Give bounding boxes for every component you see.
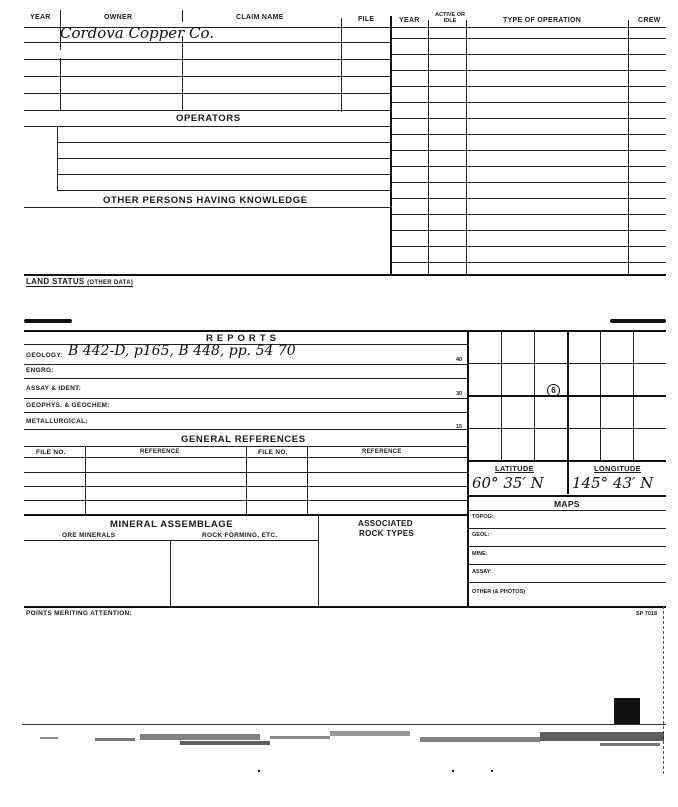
right-edge-mark xyxy=(663,606,664,774)
longitude-label: LONGITUDE xyxy=(594,464,641,473)
report-value-geology: B 442-D, p165, B 448, pp. 54 70 xyxy=(68,343,296,359)
ref-col-reference-1: REFERENCE xyxy=(140,449,180,455)
col-crew: CREW xyxy=(638,17,661,24)
rock-types-label: ROCK TYPES xyxy=(359,529,415,538)
form-code: SP 7018 xyxy=(636,611,658,617)
ore-minerals-label: ORE MINERALS xyxy=(62,532,116,539)
maps-topog: TOPOG: xyxy=(472,514,494,520)
maps-other: OTHER (& PHOTOS) xyxy=(472,589,526,595)
col-claim-name: CLAIM NAME xyxy=(236,14,284,21)
report-label-metallurgical: METALLURGICAL: xyxy=(26,418,88,425)
land-status-subtext: (OTHER DATA) xyxy=(87,280,134,286)
report-num-assay: 30 xyxy=(456,391,463,397)
other-persons-heading: OTHER PERSONS HAVING KNOWLEDGE xyxy=(103,195,308,206)
latitude-label: LATITUDE xyxy=(495,464,534,473)
maps-heading: MAPS xyxy=(554,499,580,509)
report-num-geology: 40 xyxy=(456,357,463,363)
report-num-metallurgical: 15 xyxy=(456,424,463,430)
owner-entry: Cordova Copper Co. xyxy=(60,24,215,42)
general-references-heading: GENERAL REFERENCES xyxy=(181,434,306,445)
col-year2: YEAR xyxy=(399,17,420,24)
longitude-value: 145° 43′ N xyxy=(572,474,654,492)
col-type-of-operation: TYPE OF OPERATION xyxy=(503,17,582,24)
rock-forming-label: ROCK FORMING, ETC. xyxy=(202,532,278,539)
reports-heading: REPORTS xyxy=(206,333,280,344)
report-label-geology: GEOLOGY: xyxy=(26,352,63,359)
latitude-value: 60° 35′ N xyxy=(472,474,544,492)
mineral-assemblage-heading: MINERAL ASSEMBLAGE xyxy=(110,519,234,530)
grid-marker-number: 6 xyxy=(551,386,556,395)
land-status-text: LAND STATUS xyxy=(26,277,85,286)
report-label-engrg: ENGRG: xyxy=(26,367,54,374)
report-label-geophys: GEOPHYS. & GEOCHEM: xyxy=(26,402,110,409)
report-label-assay: ASSAY & IDENT: xyxy=(26,385,82,392)
points-meriting-label: POINTS MERITING ATTENTION: xyxy=(26,610,133,617)
col-active-or-idle: ACTIVE OR IDLE xyxy=(435,12,465,24)
col-owner: OWNER xyxy=(104,14,133,21)
associated-label: ASSOCIATED xyxy=(358,519,413,528)
maps-assay: ASSAY: xyxy=(472,569,492,575)
land-status-label xyxy=(26,277,133,287)
col-year: YEAR xyxy=(30,14,51,21)
maps-mine: MINE: xyxy=(472,551,488,557)
registration-block xyxy=(614,698,640,724)
ref-col-reference-2: REFERENCE xyxy=(362,449,402,455)
grid-marker-circle xyxy=(547,384,560,397)
col-file: FILE xyxy=(358,16,375,23)
operators-heading: OPERATORS xyxy=(176,113,241,124)
ref-col-file-no-1: FILE NO. xyxy=(36,449,66,456)
maps-geol: GEOL: xyxy=(472,532,490,538)
ref-col-file-no-2: FILE NO. xyxy=(258,449,288,456)
